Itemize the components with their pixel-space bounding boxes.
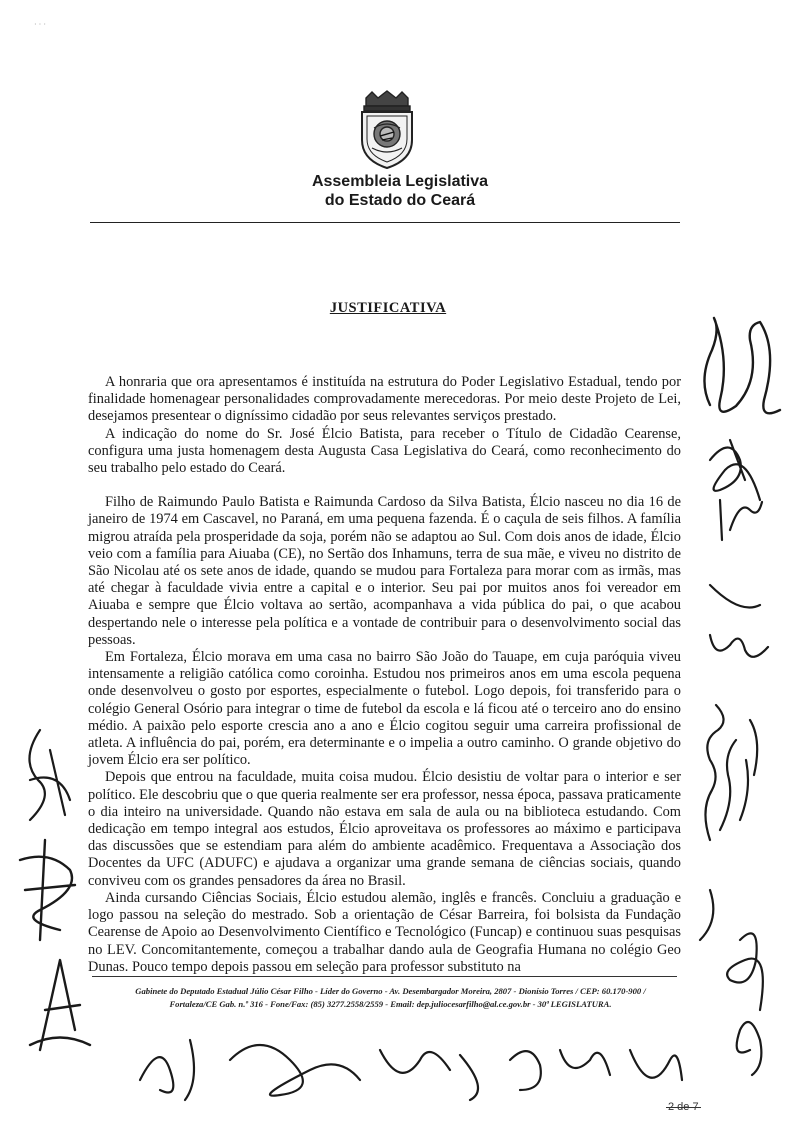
signature-initials-left-1	[10, 720, 90, 830]
signature-initials-right-4	[700, 575, 780, 675]
scan-artifact: · · ·	[34, 20, 46, 29]
institution-line-1: Assembleia Legislativa	[311, 173, 489, 190]
document-body	[88, 374, 681, 976]
header-divider	[90, 222, 680, 223]
footer-divider	[92, 976, 677, 977]
paragraph-3: Filho de Raimundo Paulo Batista e Raimunda Cardoso da Silva Batista, Élcio nasceu no dia 16 de janeiro de 1974 em Cascavel, no Paraná, em uma pequena fazenda. É o caçula de seis filhos. A família migrou atraída pela prosperidade da soja, porém não se adaptou ao Sul. Com dois anos de idade, Élcio veio com a família para Aiuaba (CE), no Sertão dos Inhamuns, terra de sua mãe, e viveu no distrito de São Nicolau até os sete anos de idade, quando se mudou para Fortaleza para morar com as irmãs, mas até chegar à faculdade vivia entre a capital e o interior. Seu pai por muitos anos foi vereador em Aiuaba e sempre que Élcio voltava ao sertão, acompanhava a vida pública do pai, o que acabou despertando nele o interesse pela política e a vontade de contribuir para o desenvolvimento social das pessoas.	[88, 494, 681, 648]
paragraph-5: Depois que entrou na faculdade, muita coisa mudou. Élcio desistiu de voltar para o interior e ser político. Ele descobriu que o que queria realmente ser era professor, nessa época, passava praticamente o dia inteiro na universidade. Quando não estava em sala de aula ou na biblioteca estudando. Com dedicação em tempo integral aos estudos, Élcio aproveitava os professores ao máximo e participava das discussões que se estendiam para além do ambiente acadêmico. Frequentava a Associação dos Docentes da UFC (ADUFC) e ajudava a organizar uma grande semana de ciências sociais, quando conviveu com os grandes pensadores da área no Brasil.	[88, 769, 681, 889]
signature-initials-right-1	[690, 310, 790, 440]
footer-address	[98, 985, 683, 1010]
paragraph-6: Ainda cursando Ciências Sociais, Élcio estudou alemão, inglês e francês. Concluiu a graduação e logo passou na seleção do mestrado. Sob a orientação de César Barreira, foi bolsista da Fundação Cearense de Apoio ao Desenvolvimento Científico e Tecnológico (Funcap) e continuou suas pesquisas no LEV. Concomitantemente, começou a trabalhar dando aula de Geografia Humana no colégio Geo Dunas. Pouco tempo depois passou em seleção para professor substituto na	[88, 889, 681, 975]
signature-initials-left-2	[10, 830, 90, 950]
paragraph-4: Em Fortaleza, Élcio morava em uma casa no bairro São João do Tauape, em cuja paróquia viveu intensamente a religião católica como coroinha. Estudou nos primeiros anos em uma escola pequena onde desenvolveu o gosto por esportes, especialmente o futebol. Logo depois, foi transferido para o colégio General Osório para integrar o time de futebol da escola e lá ficou até o terceiro ano do ensino médio. A paixão pelo esporte crescia ano a ano e Élcio cogitou seguir uma carreira profissional de atleta. A influência do pai, porém, era determinante e o impelia a outro caminho. O grande objetivo do jovem Élcio era ser político.	[88, 649, 681, 769]
page-number: 2 de 7	[668, 1101, 699, 1113]
signature-initials-right-5	[690, 880, 790, 1080]
footer-line-2: Fortaleza/CE Gab. n.º 316 - Fone/Fax: (85) 3277.2558/2559 - Email: dep.juliocesarfilho@al.ce.gov.br - 30ª LEGISLATURA.	[169, 998, 612, 1009]
ceara-coat-of-arms-icon	[352, 90, 422, 170]
document-title: JUSTIFICATIVA	[329, 300, 447, 316]
footer-line-1: Gabinete do Deputado Estadual Júlio César Filho - Líder do Governo - Av. Desembargador Moreira, 2807 - Dionísio Torres / CEP: 60.170-900 /	[135, 986, 646, 996]
signature-initials-left-3	[20, 950, 100, 1060]
institution-line-2: do Estado do Ceará	[324, 192, 476, 209]
signature-vertical-right	[690, 680, 780, 850]
signature-initials-right-3	[710, 490, 780, 550]
paragraph-1: A honraria que ora apresentamos é instituída na estrutura do Poder Legislativo Estadual, tendo por finalidade homenagear personalidades comprovadamente merecedoras. Por meio deste Projeto de Lei, desejamos presentear o digníssimo cidadão por seus relevantes serviços prestado.	[88, 374, 681, 425]
institution-name	[250, 172, 550, 210]
signatures-bottom	[130, 1020, 690, 1120]
paragraph-2: A indicação do nome do Sr. José Élcio Batista, para receber o Título de Cidadão Cearense, configura uma justa homenagem desta Augusta Casa Legislativa do Ceará, como reconhecimento do seu trabalho pelo estado do Ceará.	[88, 425, 681, 477]
